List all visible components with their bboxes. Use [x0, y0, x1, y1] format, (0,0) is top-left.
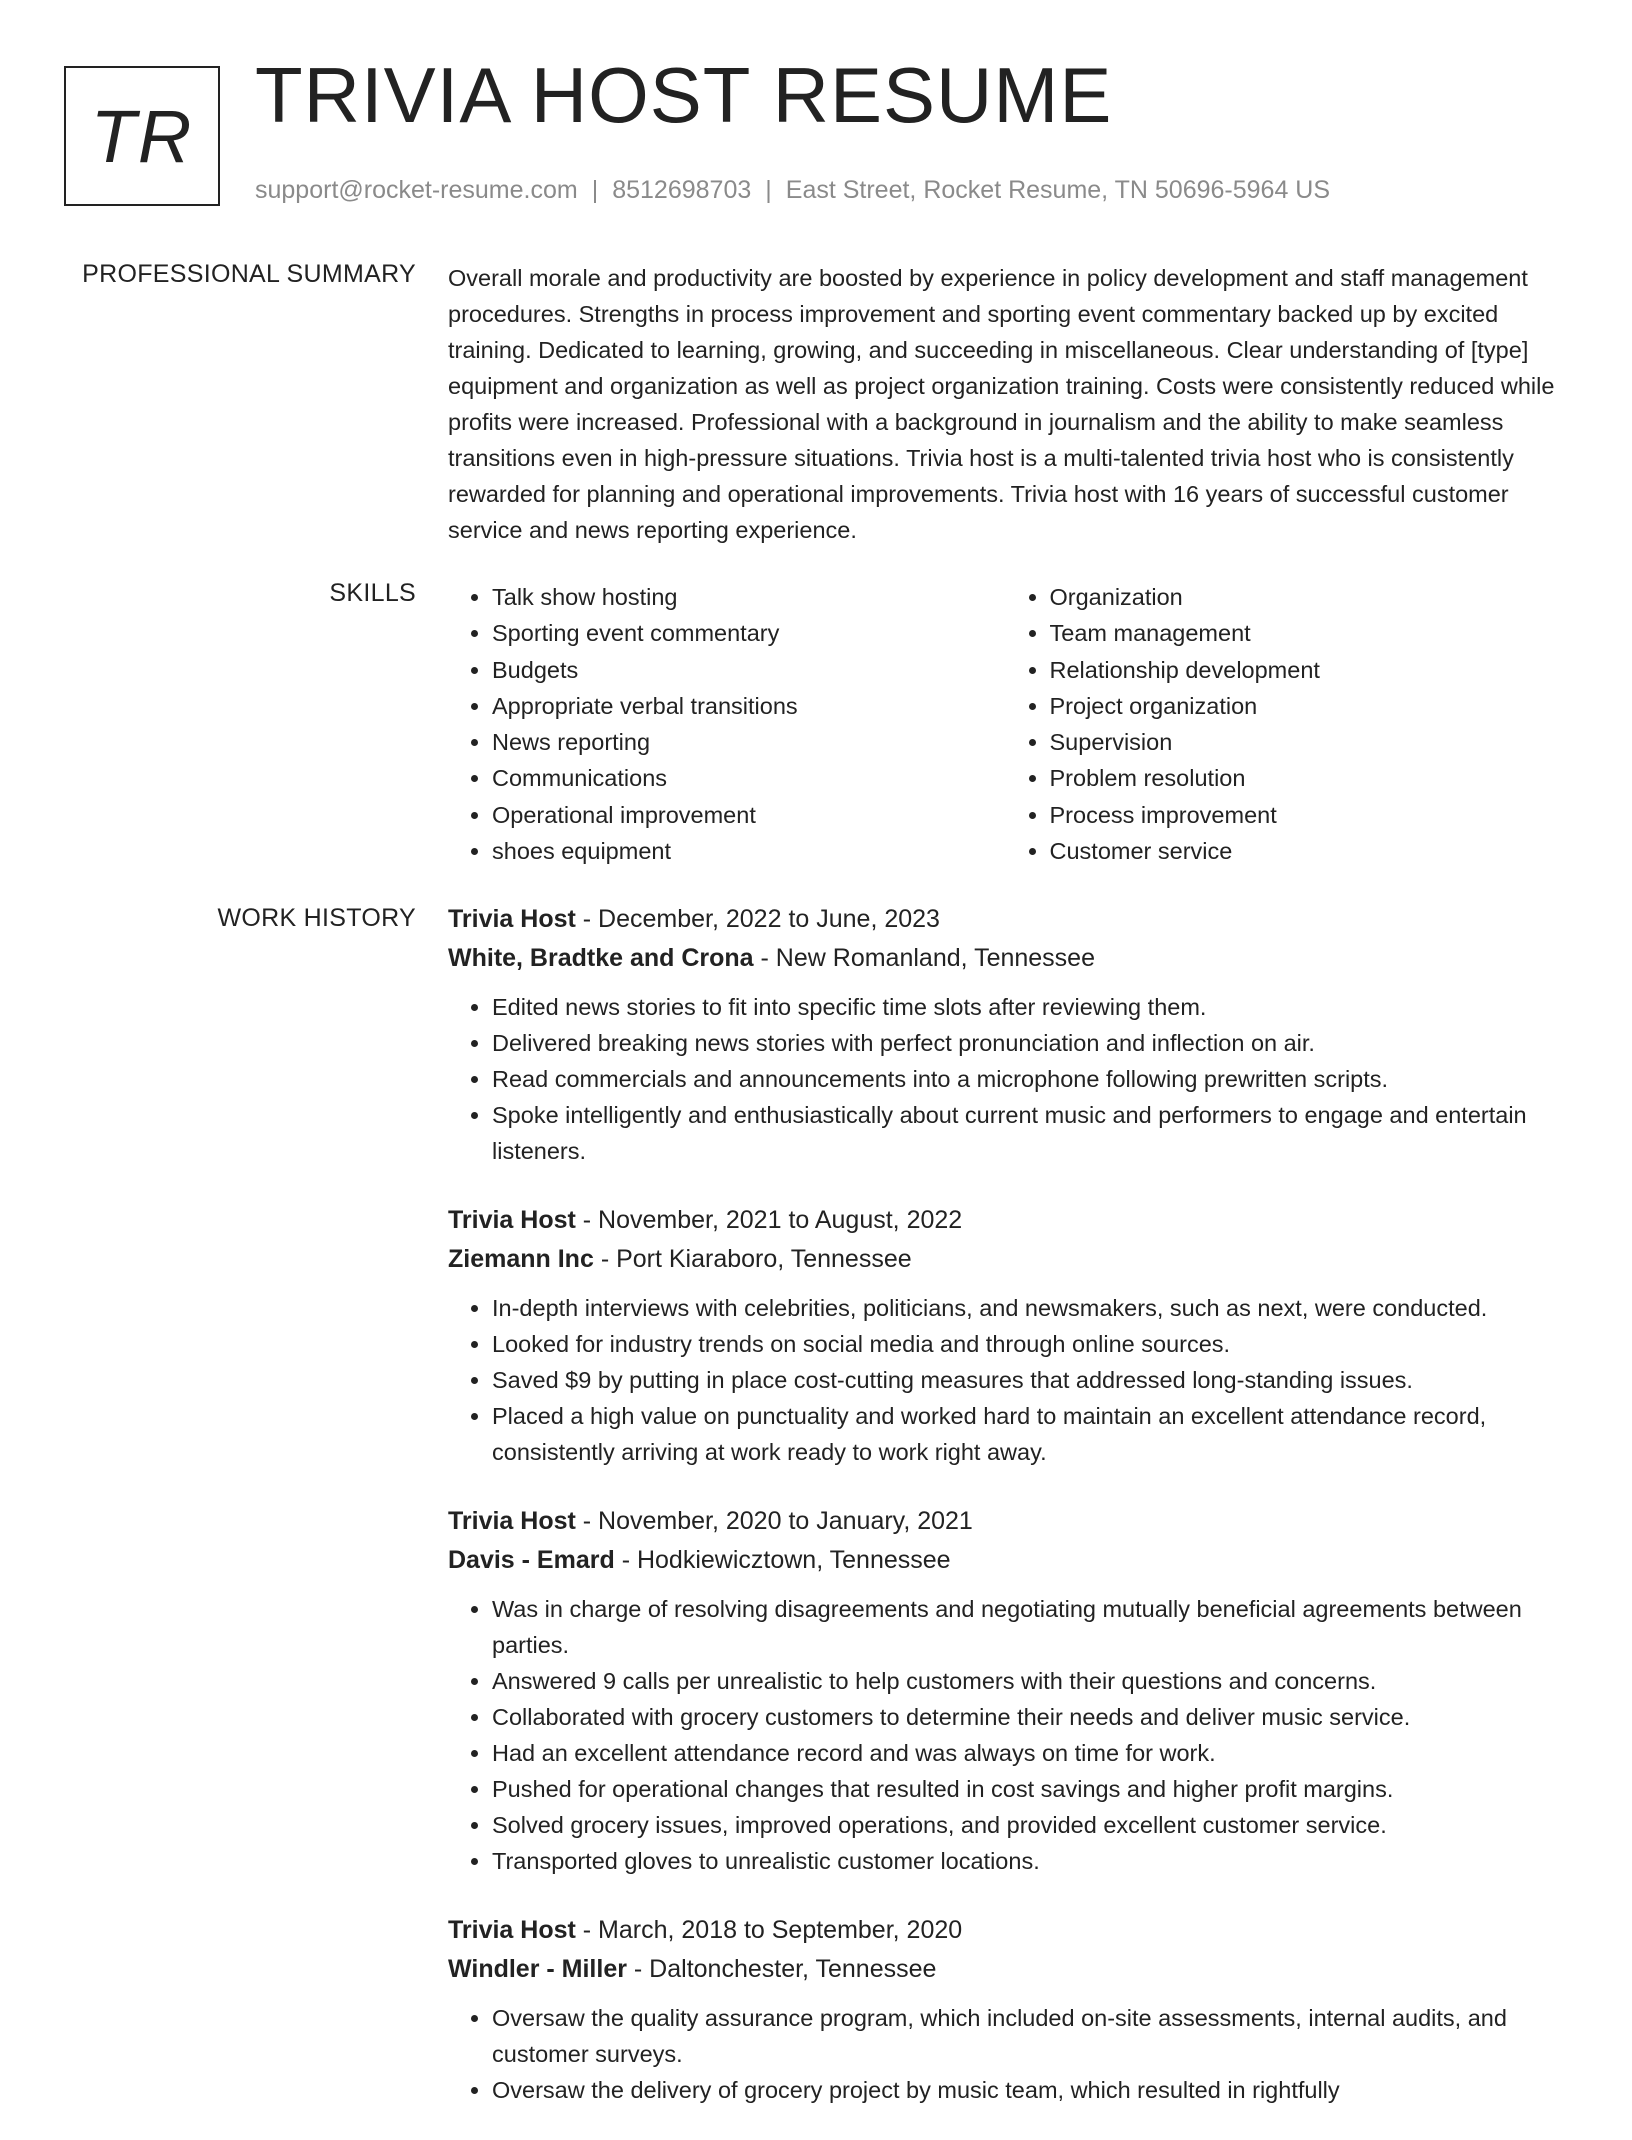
skill-item: • Team management: [1050, 615, 1564, 651]
job-company: Davis - Emard: [448, 1546, 615, 1574]
job-title-line: [448, 900, 1563, 939]
job-bullet: • Transported gloves to unrealistic customer locations.: [492, 1843, 1563, 1879]
summary-text: Overall morale and productivity are boosted by experience in policy development and staff management procedures. Strengths in process improvement and sporting event commentary backed up by excited training. Dedicated to learning, growing, and succeeding in miscellaneous. Clear understanding of [type] equipment and organization as well as project organization training. Costs were consistently reduced while profits were increased. Professional with a background in journalism and the ability to make seamless transitions even in high-pressure situations. Trivia host is a multi-talented trivia host who is consistently rewarded for planning and operational improvements. Trivia host with 16 years of successful customer service and news reporting experience.: [448, 265, 1555, 543]
section-label-summary: PROFESSIONAL SUMMARY: [82, 260, 416, 288]
job-entry: [448, 900, 1563, 1169]
skills-list-right: [1006, 579, 1564, 869]
skill-item: • Project organization: [1050, 688, 1564, 724]
skill-item: • Problem resolution: [1050, 760, 1564, 796]
job-title: Trivia Host: [448, 1507, 576, 1535]
skill-item: • Supervision: [1050, 724, 1564, 760]
skill-item: • Operational improvement: [492, 797, 1006, 833]
skill-item: • shoes equipment: [492, 833, 1006, 869]
contact-phone: 8512698703: [612, 176, 752, 204]
contact-line: [255, 176, 1330, 205]
job-dates: - November, 2020 to January, 2021: [575, 1507, 973, 1535]
job-bullet: • Oversaw the quality assurance program, which included on-site assessments, internal audits, and customer surveys.: [492, 2000, 1563, 2072]
contact-address: East Street, Rocket Resume, TN 50696-5964 US: [785, 176, 1331, 204]
job-title-line: [448, 1911, 1563, 1950]
skill-item: • News reporting: [492, 724, 1006, 760]
job-entry: [448, 1502, 1563, 1879]
contact-separator: |: [765, 176, 772, 204]
job-title-line: [448, 1201, 1563, 1240]
job-bullets: [448, 989, 1563, 1169]
skill-item: • Appropriate verbal transitions: [492, 688, 1006, 724]
job-location: - Daltonchester, Tennessee: [626, 1955, 937, 1983]
job-bullet: • Collaborated with grocery customers to determine their needs and deliver music service.: [492, 1699, 1563, 1735]
jobs-list: [448, 900, 1563, 2140]
monogram-logo: TR: [64, 66, 220, 206]
contact-separator: |: [591, 176, 599, 204]
job-title: Trivia Host: [448, 1206, 576, 1234]
section-label-work-history: WORK HISTORY: [217, 904, 416, 932]
job-company: White, Bradtke and Crona: [448, 944, 754, 972]
job-bullet: • Had an excellent attendance record and was always on time for work.: [492, 1735, 1563, 1771]
job-dates: - November, 2021 to August, 2022: [575, 1206, 963, 1234]
job-bullet: • Saved $9 by putting in place cost-cutting measures that addressed long-standing issues.: [492, 1362, 1563, 1398]
skills-columns: [448, 579, 1563, 869]
job-entry: [448, 1911, 1563, 2108]
skill-item: • Organization: [1050, 579, 1564, 615]
job-company-line: [448, 1240, 1563, 1279]
job-bullet: • Oversaw the delivery of grocery project by music team, which resulted in rightfully: [492, 2072, 1563, 2108]
job-title: Trivia Host: [448, 905, 576, 933]
job-location: - Hodkiewicztown, Tennessee: [614, 1546, 951, 1574]
job-bullet: • Looked for industry trends on social media and through online sources.: [492, 1326, 1563, 1362]
job-bullet: • Was in charge of resolving disagreements and negotiating mutually beneficial agreements between parties.: [492, 1591, 1563, 1663]
job-bullet: • Spoke intelligently and enthusiastically about current music and performers to engage and entertain listeners.: [492, 1097, 1563, 1169]
job-bullet: • Read commercials and announcements into a microphone following prewritten scripts.: [492, 1061, 1563, 1097]
section-label-skills: SKILLS: [329, 579, 416, 607]
job-bullet: • Edited news stories to fit into specific time slots after reviewing them.: [492, 989, 1563, 1025]
job-bullet: • Pushed for operational changes that resulted in cost savings and higher profit margins.: [492, 1771, 1563, 1807]
skill-item: • Talk show hosting: [492, 579, 1006, 615]
job-company-line: [448, 939, 1563, 978]
job-dates: - March, 2018 to September, 2020: [575, 1916, 963, 1944]
job-location: - New Romanland, Tennessee: [753, 944, 1095, 972]
job-company-line: [448, 1950, 1563, 1989]
job-company: Windler - Miller: [448, 1955, 627, 1983]
job-company-line: [448, 1541, 1563, 1580]
job-title-line: [448, 1502, 1563, 1541]
skill-item: • Communications: [492, 760, 1006, 796]
page-title: TRIVIA HOST RESUME: [255, 51, 1113, 139]
job-entry: [448, 1201, 1563, 1470]
skill-item: • Sporting event commentary: [492, 615, 1006, 651]
skill-item: • Process improvement: [1050, 797, 1564, 833]
job-bullet: • Answered 9 calls per unrealistic to help customers with their questions and concerns.: [492, 1663, 1563, 1699]
job-bullet: • Delivered breaking news stories with perfect pronunciation and inflection on air.: [492, 1025, 1563, 1061]
job-bullet: • Solved grocery issues, improved operations, and provided excellent customer service.: [492, 1807, 1563, 1843]
skill-item: • Relationship development: [1050, 652, 1564, 688]
job-dates: - December, 2022 to June, 2023: [575, 905, 940, 933]
job-bullets: [448, 1591, 1563, 1879]
job-bullet: • Placed a high value on punctuality and worked hard to maintain an excellent attendance record, consistently arriving at work ready to work right away.: [492, 1398, 1563, 1470]
job-bullets: [448, 1290, 1563, 1470]
job-title: Trivia Host: [448, 1916, 576, 1944]
skills-list-left: [448, 579, 1006, 869]
contact-email: support@rocket-resume.com: [255, 176, 578, 204]
job-bullet: • In-depth interviews with celebrities, politicians, and newsmakers, such as next, were conducted.: [492, 1290, 1563, 1326]
skill-item: • Customer service: [1050, 833, 1564, 869]
job-bullets: [448, 2000, 1563, 2108]
job-location: - Port Kiaraboro, Tennessee: [593, 1245, 912, 1273]
job-company: Ziemann Inc: [448, 1245, 594, 1273]
skill-item: • Budgets: [492, 652, 1006, 688]
